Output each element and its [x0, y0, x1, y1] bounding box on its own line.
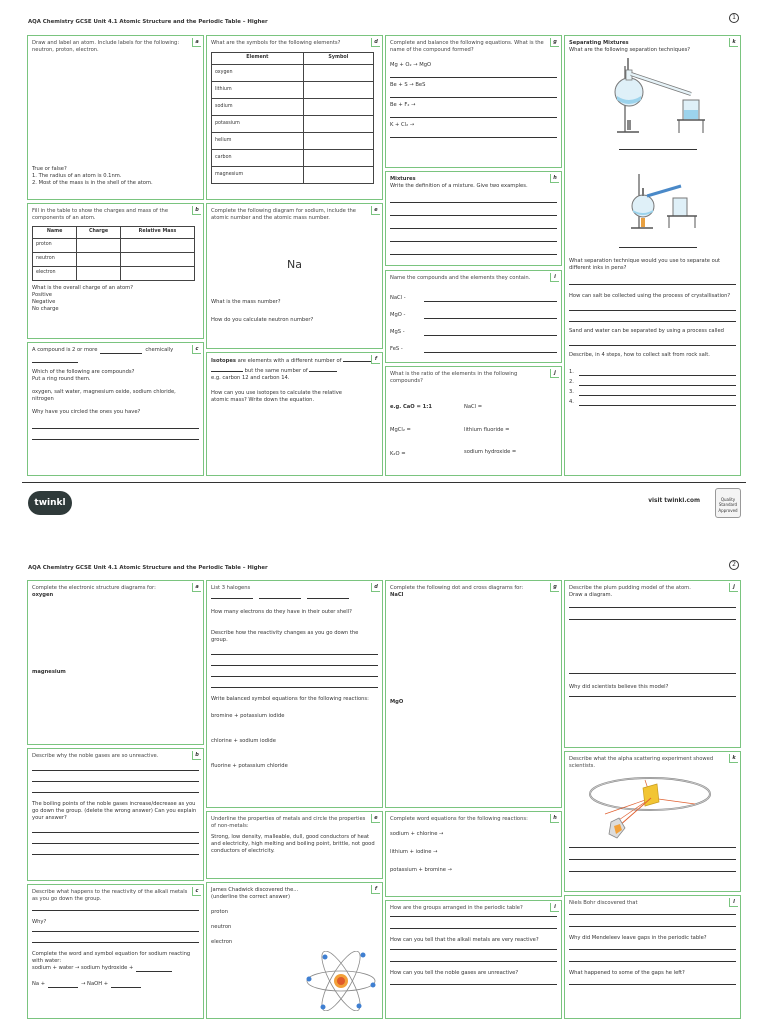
question-tag: g — [550, 38, 559, 47]
equation: Be + S → BeS — [390, 82, 426, 89]
question-text: How can you tell that the alkali metals are very reactive? — [390, 937, 539, 944]
answer-line[interactable] — [569, 300, 736, 311]
question-text: Why did Mendeleev leave gaps in the periodic table? — [569, 935, 707, 942]
question-box-f — [206, 352, 383, 476]
answer-line[interactable] — [390, 242, 557, 255]
question-tag: d — [371, 38, 380, 47]
answer-line[interactable] — [32, 782, 199, 793]
equation: K + Cl₂ → — [390, 122, 415, 129]
reaction: potassium + bromine → — [390, 867, 452, 874]
question-text: Draw and label an atom. Include labels for the following: neutron, proton, electron. — [32, 40, 180, 54]
table-cell: electron — [33, 267, 77, 281]
table-header: Relative Mass — [120, 227, 194, 239]
question-text: are elements with a different number of — [237, 358, 342, 364]
ratio-item: sodium hydroxide = — [464, 449, 517, 455]
answer-cell[interactable] — [303, 99, 373, 116]
answer-line[interactable] — [32, 903, 199, 911]
question-text: Describe why the noble gases are so unreactive. — [32, 753, 159, 759]
equation: Na + — [32, 981, 46, 988]
table-cell: oxygen — [212, 65, 304, 82]
question-text: How do you calculate neutron number? — [211, 316, 314, 323]
compound-name: MgO — [390, 699, 404, 706]
compound-list[interactable]: oxygen, salt water, magnesium oxide, sodium chloride, nitrogen — [32, 389, 176, 403]
question-box-e — [206, 811, 383, 879]
question-box-d — [206, 35, 383, 200]
question-tag: e — [371, 206, 380, 215]
question-tag: h — [550, 814, 559, 823]
reaction: fluorine + potassium chloride — [211, 763, 288, 770]
question-text: Complete the following diagram for sodium, include the atomic number and the atomic mass number. — [211, 208, 356, 222]
answer-cell[interactable] — [303, 133, 373, 150]
question-box-h — [385, 171, 562, 266]
answer-line[interactable] — [32, 822, 199, 833]
question-text: Why have you circled the ones you have? — [32, 409, 141, 416]
answer-line[interactable] — [32, 844, 199, 855]
answer-blank[interactable] — [211, 367, 243, 372]
reaction: chlorine + sodium iodide — [211, 738, 276, 745]
option[interactable]: neutron — [211, 924, 232, 931]
answer-line[interactable] — [211, 677, 378, 688]
question-tag: b — [192, 751, 201, 760]
answer-cell[interactable] — [77, 239, 121, 253]
question-box-k — [564, 35, 741, 476]
answer-cell[interactable] — [120, 267, 194, 281]
question-tag: c — [192, 345, 201, 354]
keyword: Isotopes — [211, 358, 236, 364]
answer-line[interactable] — [569, 950, 736, 962]
question-text: What is the ratio of the elements in the following compounds? — [390, 371, 518, 385]
question-box-h — [385, 811, 562, 897]
question-tag: k — [729, 754, 738, 763]
question-box-a — [27, 35, 204, 200]
question-text: Draw a diagram. — [569, 592, 613, 599]
worksheet-page-2 — [0, 530, 768, 1024]
answer-line[interactable] — [569, 691, 736, 697]
step-number: 2. — [569, 379, 574, 386]
element-symbol: Na — [287, 258, 302, 272]
answer-line[interactable] — [390, 229, 557, 242]
answer-line[interactable] — [569, 915, 736, 927]
question-tag: h — [550, 174, 559, 183]
page-header: AQA Chemistry GCSE Unit 4.1 Atomic Structure and the Periodic Table – Higher — [28, 565, 268, 571]
compound-name: NaCl — [390, 592, 404, 599]
twinkl-logo: twinkl — [28, 491, 72, 515]
element-name: magnesium — [32, 669, 66, 676]
question-box-b — [27, 203, 204, 339]
question-box-g — [385, 35, 562, 168]
question-text: How are the groups arranged in the periodic table? — [390, 905, 523, 911]
answer-line[interactable] — [32, 418, 199, 429]
reaction: lithium + iodine → — [390, 849, 438, 856]
question-text: What are the symbols for the following elements? — [211, 40, 341, 46]
element-name: oxygen — [32, 592, 54, 599]
ratio-item: NaCl = — [464, 404, 483, 410]
answer-blank[interactable] — [211, 594, 253, 599]
answer-line[interactable] — [211, 655, 378, 666]
page-number: 1 — [729, 13, 739, 23]
answer-line[interactable] — [579, 400, 736, 406]
question-text: What happened to some of the gaps he left? — [569, 970, 685, 977]
table-header: Name — [33, 227, 77, 239]
answer-line[interactable] — [569, 274, 736, 285]
true-false-title: True or false? — [32, 166, 67, 172]
answer-line[interactable] — [569, 599, 736, 608]
question-text: Describe, in 4 steps, how to collect salt from rock salt. — [569, 352, 710, 359]
example: e.g. CaO = 1:1 — [390, 404, 432, 410]
compound-label: MgS - — [390, 329, 405, 335]
section-title: Mixtures — [390, 176, 416, 182]
answer-cell[interactable] — [303, 150, 373, 167]
answer-cell[interactable] — [303, 167, 373, 184]
compound-label: FeS - — [390, 346, 403, 352]
section-title: Separating Mixtures — [569, 40, 629, 46]
answer-blank[interactable] — [48, 983, 78, 988]
question-tag: a — [192, 38, 201, 47]
answer-line[interactable] — [390, 216, 557, 229]
table-cell: sodium — [212, 99, 304, 116]
page-footer — [22, 482, 746, 522]
answer-line[interactable] — [390, 917, 557, 929]
ratio-item: K₂O = — [390, 451, 406, 457]
question-box-d — [206, 580, 383, 808]
question-text: Fill in the table to show the charges and mass of the components of an atom. — [32, 208, 169, 222]
question-box-e — [206, 203, 383, 349]
answer-line[interactable] — [424, 328, 557, 336]
equation: Be + F₂ → — [390, 102, 416, 109]
answer-line[interactable] — [569, 907, 736, 915]
answer-line[interactable] — [579, 370, 736, 376]
question-tag: i — [550, 273, 559, 282]
question-box-b — [27, 748, 204, 881]
question-text: Describe the plum pudding model of the atom. — [569, 585, 691, 591]
answer-cell[interactable] — [77, 267, 121, 281]
answer-line[interactable] — [579, 380, 736, 386]
question-text: How many electrons do they have in their outer shell? — [211, 609, 352, 616]
question-text: Complete the electronic structure diagrams for: — [32, 585, 156, 591]
table-cell: neutron — [33, 253, 77, 267]
question-text: Write balanced symbol equations for the following reactions: — [211, 696, 369, 703]
answer-line[interactable] — [569, 608, 736, 620]
table-cell: carbon — [212, 150, 304, 167]
question-text: Complete word equations for the following reactions: — [390, 816, 528, 822]
question-text: What are the following separation techniques? — [569, 47, 691, 54]
question-tag: k — [729, 38, 738, 47]
table-header: Symbol — [303, 53, 373, 65]
answer-line[interactable] — [569, 942, 736, 950]
step-number: 3. — [569, 389, 574, 396]
question-tag: j — [729, 583, 738, 592]
table-cell: proton — [33, 239, 77, 253]
question-text: Complete and balance the following equations. What is the name of the compound formed? — [390, 40, 544, 54]
answer-cell[interactable] — [303, 116, 373, 133]
answer-cell[interactable] — [303, 65, 373, 82]
reaction: sodium + chlorine → — [390, 831, 444, 838]
answer-line[interactable] — [424, 294, 557, 302]
compound-label: NaCl - — [390, 295, 406, 301]
equation: Mg + O₂ → MgO — [390, 62, 432, 69]
answer-cell[interactable] — [120, 239, 194, 253]
option[interactable]: Positive — [32, 292, 52, 299]
question-text: Describe what the alpha scattering experiment showed scientists. — [569, 756, 714, 770]
table-cell: lithium — [212, 82, 304, 99]
question-text: Underline the properties of metals and circle the properties of non-metals: — [211, 816, 366, 830]
question-tag: e — [371, 814, 380, 823]
answer-line[interactable] — [569, 620, 736, 674]
question-text: Which of the following are compounds? — [32, 369, 135, 376]
table-header: Charge — [77, 227, 121, 239]
question-text: The boiling points of the noble gases increase/decrease as you go down the group. (delete the wrong answer) Can you explain your answer? — [32, 801, 197, 822]
answer-blank[interactable] — [136, 967, 172, 972]
question-text: Complete the word and symbol equation for sodium reacting with water: — [32, 951, 191, 965]
question-text: e.g. carbon 12 and carbon 14. — [211, 375, 290, 382]
true-false-item: 2. Most of the mass is in the shell of the atom. — [32, 180, 153, 187]
question-text: How can salt be collected using the process of crystallisation? — [569, 293, 731, 300]
question-text: Write the definition of a mixture. Give two examples. — [390, 183, 528, 190]
atom-diagram — [303, 951, 379, 1011]
question-text: What is the mass number? — [211, 298, 281, 305]
question-text: Why did scientists believe this model? — [569, 684, 669, 691]
answer-line[interactable] — [424, 345, 557, 353]
question-text: How can you tell the noble gases are unreactive? — [390, 970, 519, 977]
question-text: James Chadwick discovered the... — [211, 887, 299, 893]
quality-badge: Quality Standard Approved — [715, 488, 741, 518]
equation: sodium + water → sodium hydroxide + — [32, 965, 134, 972]
question-text: A compound is 2 or more — [32, 347, 98, 353]
question-tag: l — [729, 898, 738, 907]
answer-line[interactable] — [32, 932, 199, 943]
compound-label: MgO - — [390, 312, 406, 318]
evaporation-diagram — [625, 168, 715, 234]
question-box-k — [564, 751, 741, 892]
answer-cell[interactable] — [77, 253, 121, 267]
reaction: bromine + potassium iodide — [211, 713, 285, 720]
answer-blank[interactable] — [32, 354, 78, 363]
answer-line[interactable] — [424, 311, 557, 319]
answer-line[interactable] — [390, 950, 557, 962]
question-box-i — [385, 900, 562, 1019]
option[interactable]: electron — [211, 939, 233, 946]
answer-line[interactable] — [619, 242, 697, 248]
answer-line[interactable] — [211, 666, 378, 677]
answer-blank[interactable] — [307, 594, 349, 599]
answer-blank[interactable] — [100, 348, 142, 354]
question-tag: g — [550, 583, 559, 592]
question-box-i — [385, 270, 562, 363]
question-tag: a — [192, 583, 201, 592]
question-tag: b — [192, 206, 201, 215]
answer-cell[interactable] — [303, 82, 373, 99]
page-number: 2 — [729, 560, 739, 570]
question-tag: f — [371, 885, 380, 894]
answer-line[interactable] — [32, 833, 199, 844]
step-number: 4. — [569, 399, 574, 406]
answer-line[interactable] — [390, 190, 557, 203]
question-tag: d — [371, 583, 380, 592]
question-text: but the same number of — [244, 368, 308, 375]
answer-line[interactable] — [569, 311, 736, 322]
answer-blank[interactable] — [309, 367, 337, 372]
property-list[interactable]: Strong, low density, malleable, dull, good conductors of heat and electricity, high melting and boiling point, brittle, not good conductors of electricity. — [211, 834, 375, 855]
answer-line[interactable] — [569, 848, 736, 860]
option[interactable]: Negative — [32, 299, 56, 306]
answer-blank[interactable] — [111, 983, 141, 988]
alpha-scattering-diagram — [585, 774, 715, 842]
question-text: Why? — [32, 919, 47, 926]
answer-line[interactable] — [32, 771, 199, 782]
answer-line[interactable] — [32, 760, 199, 771]
question-text: chemically — [145, 347, 174, 353]
table-cell: helium — [212, 133, 304, 150]
question-text: Put a ring round them. — [32, 376, 91, 383]
answer-cell[interactable] — [120, 253, 194, 267]
ratio-item: lithium fluoride = — [464, 427, 510, 433]
question-text: Complete the following dot and cross diagrams for: — [390, 585, 524, 591]
question-box-a — [27, 580, 204, 745]
question-box-c — [27, 342, 204, 476]
question-box-l — [564, 895, 741, 1019]
answer-blank[interactable] — [259, 594, 301, 599]
question-text: Describe what happens to the reactivity of the alkali metals as you go down the group. — [32, 889, 188, 903]
question-box-j — [564, 580, 741, 748]
table-cell: magnesium — [212, 167, 304, 184]
question-tag: j — [550, 369, 559, 378]
answer-line[interactable] — [569, 860, 736, 872]
question-text: Name the compounds and the elements they contain. — [390, 275, 531, 281]
option[interactable]: proton — [211, 909, 228, 916]
question-text: What is the overall charge of an atom? — [32, 285, 133, 292]
visit-link[interactable]: visit twinkl.com — [648, 498, 700, 504]
table-cell: potassium — [212, 116, 304, 133]
equation: → NaOH + — [81, 981, 109, 988]
answer-line[interactable] — [211, 644, 378, 655]
charges-table — [32, 226, 195, 281]
question-text: Describe how the reactivity changes as you go down the group. — [211, 630, 359, 644]
question-text: How can you use isotopes to calculate the relative atomic mass? Write down the equation. — [211, 390, 342, 404]
answer-line[interactable] — [390, 203, 557, 216]
answer-line[interactable] — [390, 127, 557, 138]
question-box-g — [385, 580, 562, 808]
question-text: (underline the correct answer) — [211, 894, 290, 901]
distillation-diagram — [605, 56, 725, 134]
answer-line[interactable] — [579, 390, 736, 396]
question-text: Niels Bohr discovered that — [569, 900, 638, 906]
table-header: Element — [212, 53, 304, 65]
true-false-item: 1. The radius of an atom is 0.1nm. — [32, 173, 122, 180]
question-tag: f — [371, 355, 380, 364]
answer-line[interactable] — [619, 144, 697, 150]
question-text: List 3 halogens — [211, 585, 251, 591]
question-box-c — [27, 884, 204, 1019]
question-tag: i — [550, 903, 559, 912]
step-number: 1. — [569, 369, 574, 376]
question-text: Sand and water can be separated by using a process called — [569, 328, 724, 335]
answer-line[interactable] — [569, 335, 736, 346]
question-box-f — [206, 882, 383, 1019]
symbols-table — [211, 52, 374, 184]
question-box-j — [385, 366, 562, 476]
answer-line[interactable] — [390, 977, 557, 985]
answer-line[interactable] — [32, 429, 199, 440]
option[interactable]: No charge — [32, 306, 59, 313]
answer-line[interactable] — [569, 977, 736, 985]
ratio-item: MgCl₂ = — [390, 427, 411, 433]
page-header: AQA Chemistry GCSE Unit 4.1 Atomic Structure and the Periodic Table – Higher — [28, 19, 268, 25]
question-tag: c — [192, 887, 201, 896]
question-text: What separation technique would you use to separate out different inks in pens? — [569, 258, 721, 272]
